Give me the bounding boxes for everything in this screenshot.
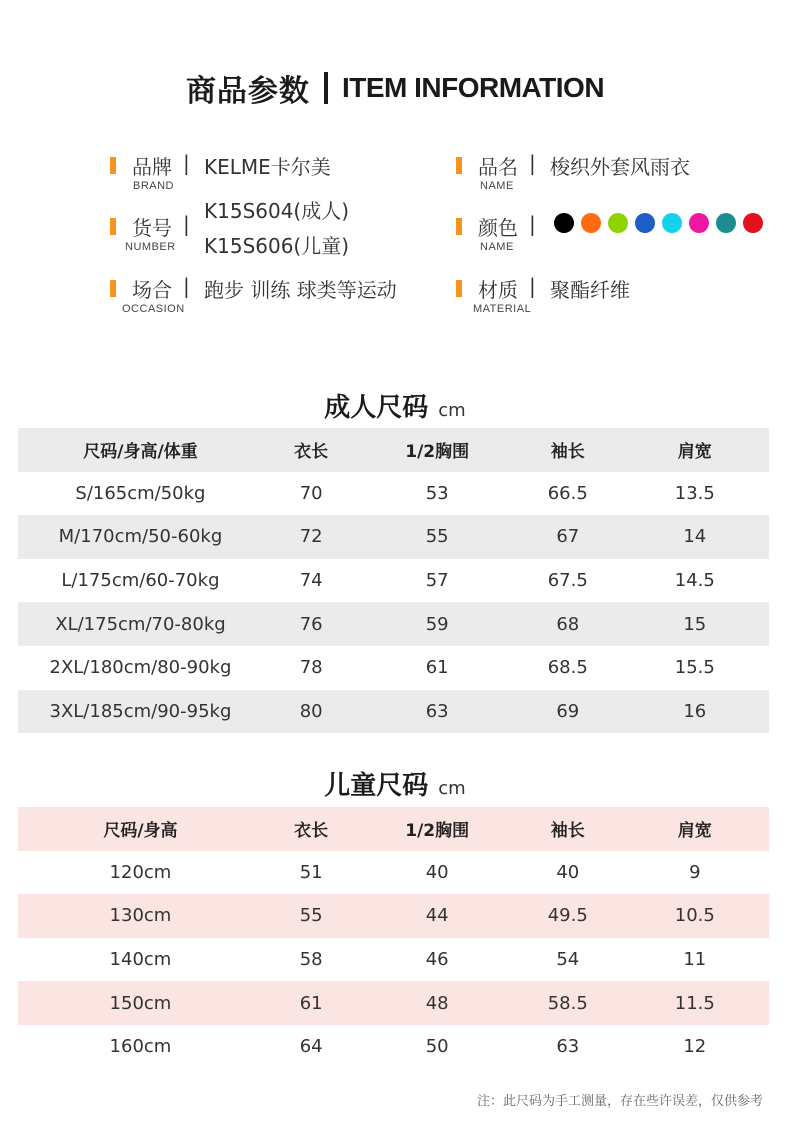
table-cell: 46 (425, 949, 449, 971)
accent-bar (110, 218, 116, 235)
brand-pipe: | (183, 151, 190, 175)
table-cell: 9 (689, 861, 701, 883)
table-cell: 15.5 (674, 657, 715, 679)
table-cell: 120cm (109, 861, 172, 883)
color-en-label: NAME (480, 241, 514, 253)
table-cell: 70 (299, 482, 323, 504)
table-cell: 55 (425, 526, 449, 548)
table-row (18, 472, 769, 516)
kids-title-unit: cm (438, 778, 466, 799)
table-cell: 69 (556, 700, 580, 722)
table-row (18, 515, 769, 559)
brand-label: 品牌 (132, 155, 172, 179)
table-cell: 61 (299, 992, 323, 1014)
table-cell: 160cm (109, 1036, 172, 1058)
accent-bar (110, 280, 116, 297)
name-label: 品名 (478, 155, 518, 179)
color-swatch-lime[interactable] (608, 213, 628, 233)
table-cell: 13.5 (674, 482, 715, 504)
number-en-label: NUMBER (125, 241, 176, 253)
table-cell: L/175cm/60-70kg (61, 570, 220, 592)
accent-bar (110, 157, 116, 174)
table-cell: 48 (425, 992, 449, 1014)
table-cell: S/165cm/50kg (75, 482, 206, 504)
material-pipe: | (529, 274, 536, 298)
table-cell: 66.5 (547, 482, 588, 504)
table-row (18, 1025, 769, 1069)
kids-size-title (0, 765, 790, 802)
header-cell: 尺码/身高 (103, 821, 178, 842)
material-value: 聚酯纤维 (550, 278, 630, 302)
table-cell: 67.5 (547, 570, 588, 592)
table-cell: 15 (683, 613, 707, 635)
accent-bar (456, 218, 462, 235)
table-cell: 64 (299, 1036, 323, 1058)
table-row (18, 938, 769, 982)
material-label: 材质 (478, 278, 518, 302)
table-cell: 16 (683, 700, 707, 722)
color-label: 颜色 (478, 216, 518, 240)
adult-title-text: 成人尺码 (324, 393, 429, 423)
table-cell: 68 (556, 613, 580, 635)
header-cell: 尺码/身高/体重 (83, 442, 198, 463)
table-cell: 55 (299, 905, 323, 927)
table-cell: 14 (683, 526, 707, 548)
table-cell: 51 (299, 861, 323, 883)
brand-en-label: BRAND (133, 180, 175, 192)
adult-size-title (0, 387, 790, 424)
color-swatch-blue[interactable] (635, 213, 655, 233)
table-row (18, 690, 769, 734)
table-cell: 63 (556, 1036, 580, 1058)
table-cell: 68.5 (547, 657, 588, 679)
color-swatch-teal[interactable] (716, 213, 736, 233)
table-cell: 54 (556, 949, 580, 971)
occasion-label: 场合 (132, 278, 172, 302)
header-cell: 1/2胸围 (405, 821, 470, 842)
table-cell: 14.5 (674, 570, 715, 592)
measurement-note: 注：此尺码为手工测量，存在些许误差，仅供参考 (476, 1094, 763, 1109)
header-cell: 衣长 (294, 821, 329, 842)
table-cell: 58 (299, 949, 323, 971)
occasion-value: 跑步 训练 球类等运动 (204, 278, 397, 302)
color-pipe: | (529, 212, 536, 236)
number-value-kids: K15S606(儿童) (204, 234, 350, 258)
table-cell: M/170cm/50-60kg (58, 526, 223, 548)
table-cell: 80 (299, 700, 323, 722)
color-swatch-red[interactable] (743, 213, 763, 233)
occasion-pipe: | (183, 274, 190, 298)
number-pipe: | (183, 212, 190, 236)
page-title-en: ITEM INFORMATION (341, 72, 605, 103)
color-swatch-magenta[interactable] (689, 213, 709, 233)
table-row (18, 559, 769, 603)
table-cell: 40 (425, 861, 449, 883)
occasion-en-label: OCCASION (122, 303, 185, 315)
table-cell: 61 (425, 657, 449, 679)
table-cell: 50 (425, 1036, 449, 1058)
table-cell: 59 (425, 613, 449, 635)
table-row (18, 646, 769, 690)
kids-title-text: 儿童尺码 (324, 771, 429, 801)
table-row (18, 894, 769, 938)
header-cell: 袖长 (550, 442, 585, 463)
number-value-adult: K15S604(成人) (204, 199, 350, 223)
header-cell: 肩宽 (677, 821, 712, 842)
page-title-cn: 商品参数 (185, 74, 310, 109)
adult-title-unit: cm (438, 400, 466, 421)
accent-bar (456, 157, 462, 174)
adult-size-table (18, 428, 769, 733)
page-header (0, 66, 790, 110)
accent-bar (456, 280, 462, 297)
number-label: 货号 (132, 216, 172, 240)
table-cell: 49.5 (547, 905, 588, 927)
table-cell: 12 (683, 1036, 707, 1058)
table-cell: 76 (299, 613, 323, 635)
table-cell: 140cm (109, 949, 172, 971)
table-cell: 40 (556, 861, 580, 883)
table-row (18, 851, 769, 895)
header-cell: 衣长 (294, 442, 329, 463)
material-en-label: MATERIAL (473, 303, 532, 315)
table-cell: 11.5 (674, 992, 715, 1014)
table-header-row (18, 428, 769, 472)
table-cell: 130cm (109, 905, 172, 927)
table-cell: 11 (683, 949, 707, 971)
color-swatch-orange[interactable] (581, 213, 601, 233)
brand-value: KELME卡尔美 (204, 155, 331, 179)
header-cell: 1/2胸围 (405, 442, 470, 463)
color-swatch-black[interactable] (554, 213, 574, 233)
color-swatches (554, 213, 763, 233)
name-en-label: NAME (480, 180, 514, 192)
table-cell: 53 (425, 482, 449, 504)
table-cell: 150cm (109, 992, 172, 1014)
table-cell: 44 (425, 905, 449, 927)
table-row (18, 602, 769, 646)
header-cell: 肩宽 (677, 442, 712, 463)
title-separator (324, 72, 328, 104)
table-cell: 63 (425, 700, 449, 722)
table-cell: 74 (299, 570, 323, 592)
name-pipe: | (529, 151, 536, 175)
name-value: 梭织外套风雨衣 (550, 155, 690, 179)
table-cell: 58.5 (547, 992, 588, 1014)
table-cell: XL/175cm/70-80kg (55, 613, 226, 635)
table-cell: 2XL/180cm/80-90kg (49, 657, 232, 679)
color-swatch-cyan[interactable] (662, 213, 682, 233)
table-cell: 78 (299, 657, 323, 679)
table-header-row (18, 807, 769, 851)
table-row (18, 981, 769, 1025)
table-cell: 57 (425, 570, 449, 592)
header-cell: 袖长 (550, 821, 585, 842)
table-cell: 67 (556, 526, 580, 548)
table-cell: 3XL/185cm/90-95kg (49, 700, 232, 722)
table-cell: 10.5 (674, 905, 715, 927)
kids-size-table (18, 807, 769, 1069)
table-cell: 72 (299, 526, 323, 548)
